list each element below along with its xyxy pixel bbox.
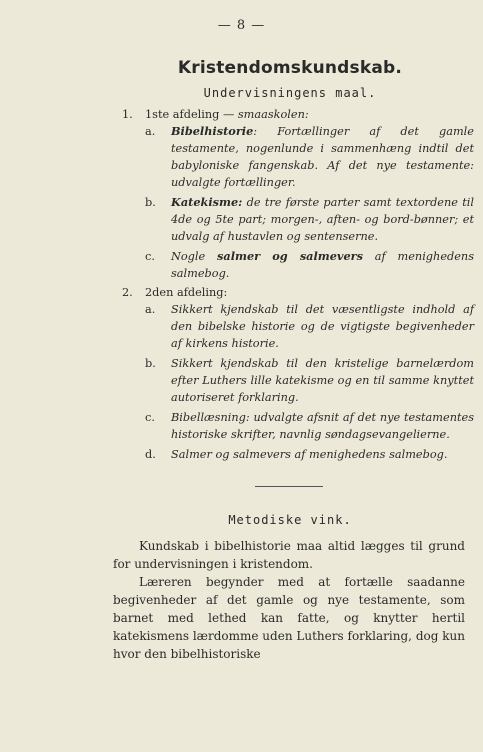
item-text: Salmer og salmevers af menighedens salmebog. <box>171 448 448 461</box>
list-item <box>145 409 474 443</box>
list-item <box>145 248 474 282</box>
methods-heading: Metodiske vink. <box>228 513 352 527</box>
goals-list <box>122 104 474 463</box>
item-text: Bibellæsning: udvalgte afsnit af det nye testamentes historiske skrifter, navnlig søndagsevangelierne. <box>171 411 474 441</box>
item-text: : Fortællinger af det gamle testamente, nogenlunde i sammenhæng indtil det babyloniske fangenskab. Af det nye testamente: udvalgte fortællinger. <box>171 125 474 189</box>
list-item <box>145 446 474 463</box>
section-divider <box>255 486 323 487</box>
item-pre: Nogle <box>171 250 218 263</box>
item-lead: salmer og salmevers <box>217 249 363 263</box>
item-lead: Katekisme: <box>171 195 243 209</box>
section-number: 1. <box>122 108 133 121</box>
page-title: Kristendomskundskab. <box>177 58 403 78</box>
item-text: af menighedens salmebog. <box>171 250 474 280</box>
list-item <box>145 301 474 352</box>
section-label-italic: smaaskolen: <box>237 108 309 121</box>
item-letter: a. <box>145 125 156 138</box>
item-letter: a. <box>145 303 156 316</box>
item-text: Sikkert kjendskab til det væsentligste indhold af den bibelske historie og de vigtigste begivenheder af kirkens historie. <box>171 303 474 350</box>
item-text: Sikkert kjendskab til den kristelige barnelærdom efter Luthers lille katekisme og en til samme knyttet autoriseret forklaring. <box>171 357 474 404</box>
section-label: 2den afdeling: <box>145 286 228 299</box>
paragraph: Læreren begynder med at fortælle saadanne begivenheder af det gamle og nye testamente, som barnet med lethed kan fatte, og knytter hertil katekismens lærdomme uden Luthers forklaring, dog kun hvor den bibelhistoriske <box>113 575 465 661</box>
methods-body <box>113 537 465 663</box>
list-item <box>145 123 474 191</box>
item-letter: c. <box>145 250 155 263</box>
section-2 <box>122 284 474 463</box>
section-label: 1ste afdeling — <box>145 108 238 121</box>
section-1 <box>122 106 474 282</box>
item-letter: d. <box>145 448 156 461</box>
page-number: — 8 — <box>217 18 266 33</box>
section-number: 2. <box>122 286 133 299</box>
list-item <box>145 194 474 245</box>
item-letter: b. <box>145 357 156 370</box>
item-letter: b. <box>145 196 156 209</box>
paragraph: Kundskab i bibelhistorie maa altid lægges til grund for undervisningen i kristendom. <box>113 539 465 571</box>
section-subtitle: Undervisningens maal. <box>203 86 377 100</box>
item-lead: Bibelhistorie <box>171 124 254 138</box>
item-letter: c. <box>145 411 155 424</box>
list-item <box>145 355 474 406</box>
item-text: de tre første parter samt textordene til 4de og 5te part; morgen-, aften- og bord-bønner; et udvalg af hustavlen og sentenserne. <box>171 196 474 243</box>
